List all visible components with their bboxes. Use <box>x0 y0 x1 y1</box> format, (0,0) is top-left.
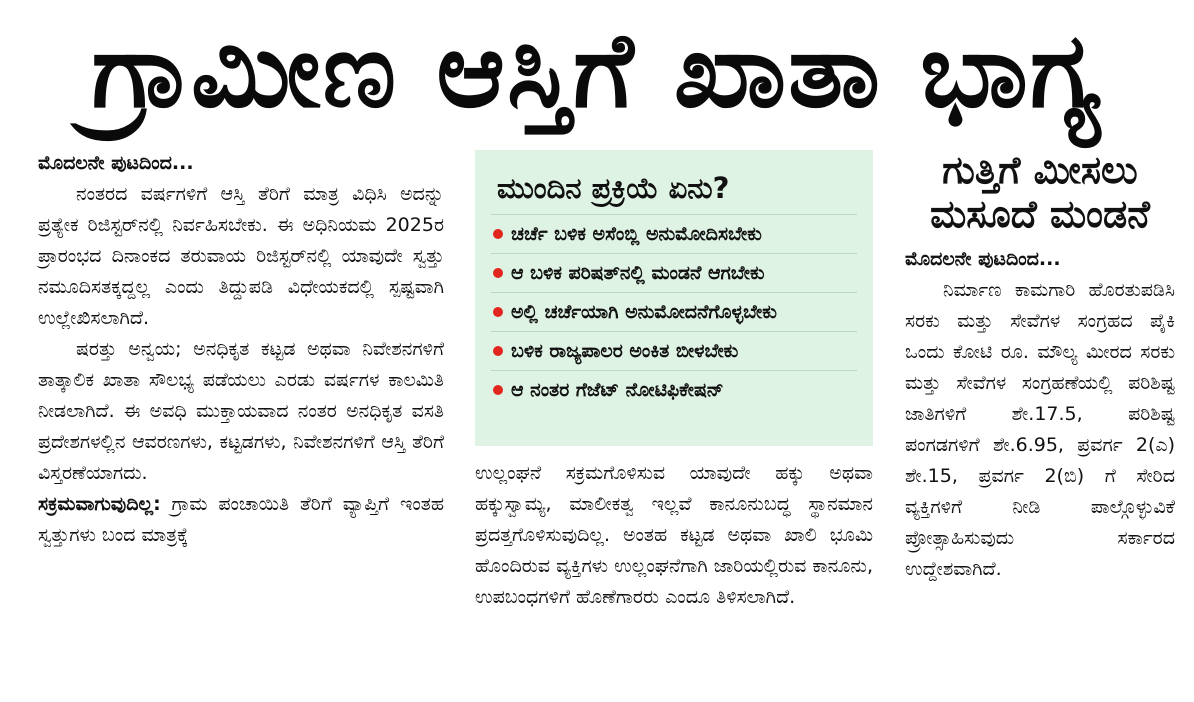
bullet-icon <box>493 346 503 356</box>
paragraph-lead: ಸಕ್ರಮವಾಗುವುದಿಲ್ಲ: <box>38 493 161 515</box>
box-list-item <box>491 214 857 253</box>
bullet-icon <box>493 229 503 239</box>
box-item-text: ಬಳಿಕ ರಾಜ್ಯಪಾಲರ ಅಂಕಿತ ಬೀಳಬೇಕು <box>511 340 739 362</box>
next-process-box <box>475 150 873 446</box>
continued-from-front-page: ಮೊದಲನೇ ಪುಟದಿಂದ... <box>38 152 194 174</box>
article-paragraph: ಉಲ್ಲಂಘನೆ ಸಕ್ರಮಗೊಳಿಸುವ ಯಾವುದೇ ಹಕ್ಕು ಅಥವಾ ಹಕ್ಕುಸ್ವಾಮ್ಯ, ಮಾಲೀಕತ್ವ ಇಲ್ಲವೆ ಕಾನೂನುಬದ್ಧ ಸ್ಥಾನಮಾನ ಪ್ರದತ್ತಗೊಳಿಸುವುದಿಲ್ಲ. ಅಂತಹ ಕಟ್ಟಡ ಅಥವಾ ಖಾಲಿ ಭೂಮಿ ಹೊಂದಿರುವ ವ್ಯಕ್ತಿಗಳು ಉಲ್ಲಂಘನೆಗಾಗಿ ಜಾರಿಯಲ್ಲಿರುವ ಕಾನೂನು, ಉಪಬಂಧಗಳಿಗೆ ಹೊಣೆಗಾರರು ಎಂದೂ ತಿಳಿಸಲಾಗಿದೆ. <box>475 462 873 608</box>
right-column <box>905 148 1175 585</box>
bullet-icon <box>493 307 503 317</box>
box-list-item <box>491 370 857 409</box>
bullet-icon <box>493 385 503 395</box>
continued-from-front-page: ಮೊದಲನೇ ಪುಟದಿಂದ... <box>905 248 1061 270</box>
bullet-icon <box>493 268 503 278</box>
box-list-item <box>491 331 857 370</box>
middle-column <box>475 458 873 613</box>
left-column <box>38 148 444 551</box>
box-item-text: ಆ ನಂತರ ಗೆಜೆಟ್ ನೋಟಿಫಿಕೇಷನ್ <box>511 379 724 401</box>
box-title: ಮುಂದಿನ ಪ್ರಕ್ರಿಯೆ ಏನು? <box>497 171 730 205</box>
box-list-item <box>491 253 857 292</box>
box-item-text: ಆ ಬಳಿಕ ಪರಿಷತ್‌ನಲ್ಲಿ ಮಂಡನೆ ಆಗಬೇಕು <box>511 262 765 284</box>
headline: ಗ್ರಾಮೀಣ ಆಸ್ತಿಗೆ ಖಾತಾ ಭಾಗ್ಯ <box>91 9 1103 131</box>
box-item-text: ಚರ್ಚೆ ಬಳಿಕ ಅಸೆಂಬ್ಲಿ ಅನುಮೋದಿಸಬೇಕು <box>511 223 762 245</box>
article-paragraph: ನಂತರದ ವರ್ಷಗಳಿಗೆ ಆಸ್ತಿ ತೆರಿಗೆ ಮಾತ್ರ ವಿಧಿಸಿ ಅದನ್ನು ಪ್ರತ್ಯೇಕ ರಿಜಿಸ್ಟರ್‌ನಲ್ಲಿ ನಿರ್ವಹಿಸಬೇಕು. ಈ ಅಧಿನಿಯಮ 2025ರ ಪ್ರಾರಂಭದ ದಿನಾಂಕದ ತರುವಾಯ ರಿಜಿಸ್ಟರ್‌ನಲ್ಲಿ ಯಾವುದೇ ಸ್ವತ್ತು ನಮೂದಿಸತಕ್ಕದ್ದಲ್ಲ ಎಂದು ತಿದ್ದುಪಡಿ ವಿಧೇಯಕದಲ್ಲಿ ಸ್ಪಷ್ಟವಾಗಿ ಉಲ್ಲೇಖಿಸಲಾಗಿದೆ. <box>38 183 444 329</box>
article-paragraph: ನಿರ್ಮಾಣ ಕಾಮಗಾರಿ ಹೊರತುಪಡಿಸಿ ಸರಕು ಮತ್ತು ಸೇವೆಗಳ ಸಂಗ್ರಹದ ಪೈಕಿ ಒಂದು ಕೋಟಿ ರೂ. ಮೌಲ್ಯ ಮೀರದ ಸರಕು ಮತ್ತು ಸೇವೆಗಳ ಸಂಗ್ರಹಣೆಯಲ್ಲಿ ಪರಿಶಿಷ್ಟ ಜಾತಿಗಳಿಗೆ ಶೇ.17.5, ಪರಿಶಿಷ್ಟ ಪಂಗಡಗಳಿಗೆ ಶೇ.6.95, ಪ್ರವರ್ಗ 2(ಎ) ಶೇ.15, ಪ್ರವರ್ಗ 2(ಬಿ) ಗೆ ಸೇರಿದ ವ್ಯಕ್ತಿಗಳಿಗೆ ನೀಡಿ ಪಾಲ್ಗೊಳ್ಳುವಿಕೆ ಪ್ರೋತ್ಸಾಹಿಸುವುದು ಸರ್ಕಾರದ ಉದ್ದೇಶವಾಗಿದೆ. <box>905 279 1175 580</box>
box-list-item <box>491 292 857 331</box>
article-paragraph: ಷರತ್ತು ಅನ್ವಯ; ಅನಧಿಕೃತ ಕಟ್ಟಡ ಅಥವಾ ನಿವೇಶನಗಳಿಗೆ ತಾತ್ಕಾಲಿಕ ಖಾತಾ ಸೌಲಭ್ಯ ಪಡೆಯಲು ಎರಡು ವರ್ಷಗಳ ಕಾಲಮಿತಿ ನೀಡಲಾಗಿದೆ. ಈ ಅವಧಿ ಮುಕ್ತಾಯವಾದ ನಂತರ ಅನಧಿಕೃತ ವಸತಿ ಪ್ರದೇಶಗಳಲ್ಲಿನ ಆವರಣಗಳು, ಕಟ್ಟಡಗಳು, ನಿವೇಶನಗಳಿಗೆ ಆಸ್ತಿ ತೆರಿಗೆ ವಿಸ್ತರಣೆಯಾಗದು. <box>38 338 444 484</box>
side-story-title: ಗುತ್ತಿಗೆ ಮೀಸಲು ಮಸೂದೆ ಮಂಡನೆ <box>930 148 1150 236</box>
box-item-text: ಅಲ್ಲಿ ಚರ್ಚೆಯಾಗಿ ಅನುಮೋದನೆಗೊಳ್ಳಬೇಕು <box>511 301 777 323</box>
paragraph-text: ಗ್ರಾಮ ಪಂಚಾಯಿತಿ ತೆರಿಗೆ ವ್ಯಾಪ್ತಿಗೆ ಇಂತಹ ಸ್ವತ್ತುಗಳು ಬಂದ ಮಾತ್ರಕ್ಕೆ <box>38 493 444 546</box>
article-paragraph <box>38 489 444 551</box>
